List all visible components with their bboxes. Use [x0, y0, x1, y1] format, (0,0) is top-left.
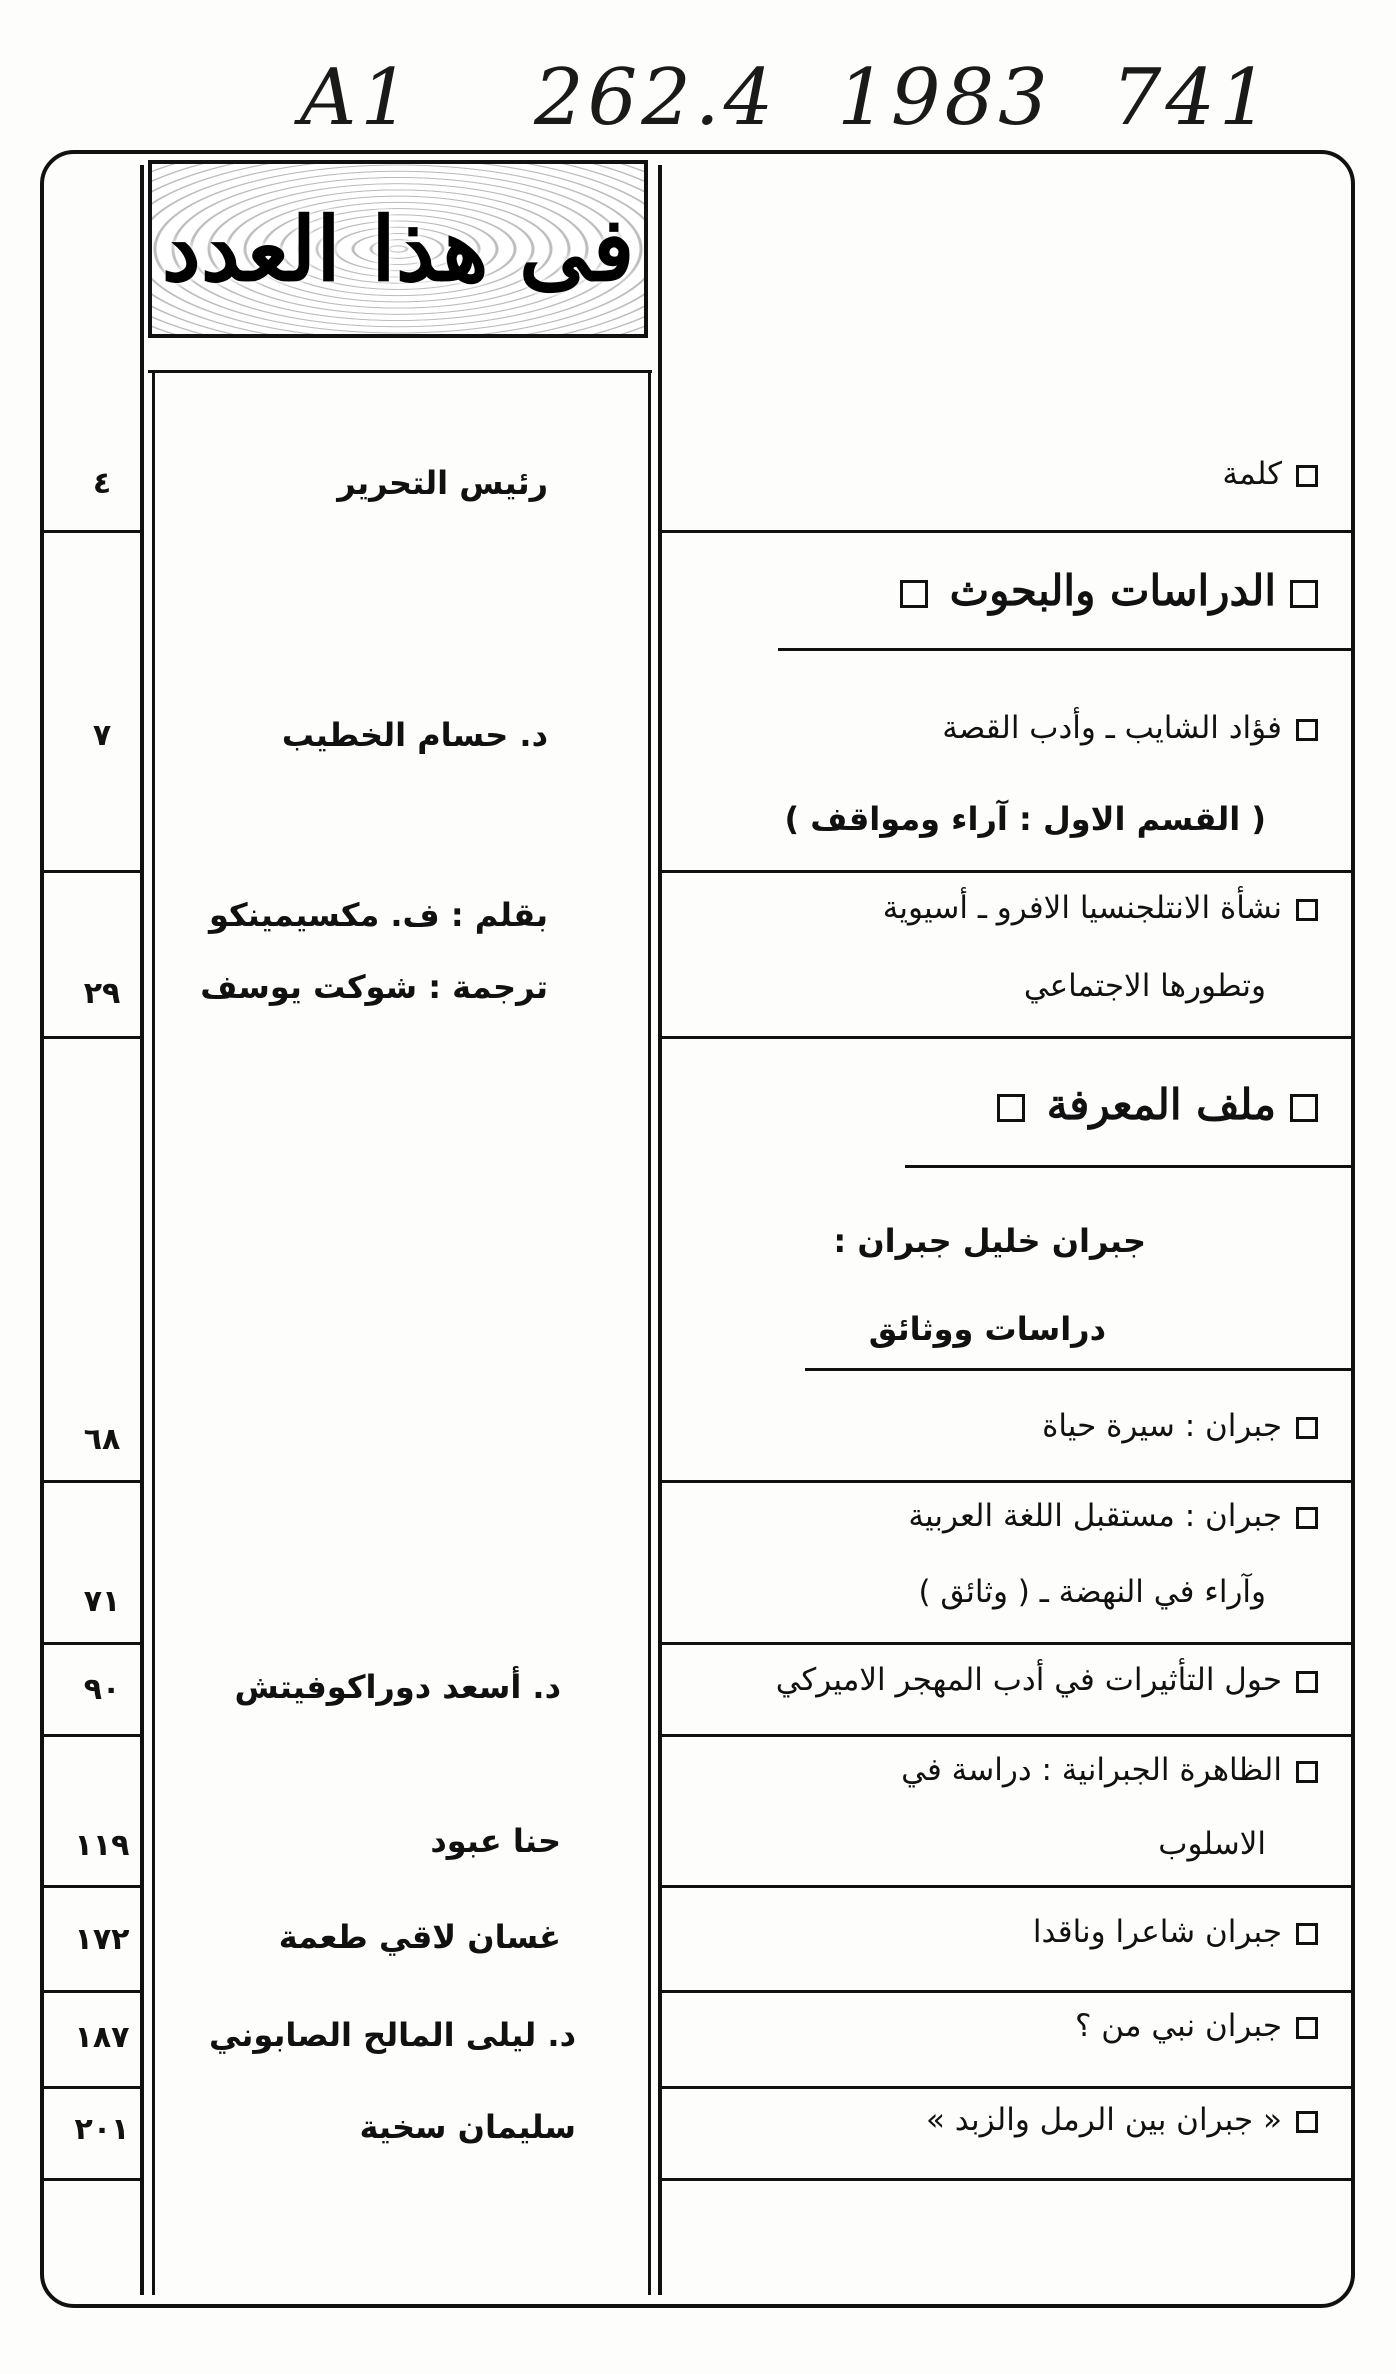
checkbox-icon: [1296, 2111, 1318, 2133]
column-rule-title: [658, 165, 662, 2295]
title-row-separator: [658, 870, 1353, 873]
toc-entry: [901, 1752, 1318, 1788]
page-number: ٢٩: [83, 976, 121, 1011]
entry-title: جبران : سيرة حياة: [1042, 1408, 1282, 1444]
page-number: ٩٠: [83, 1672, 121, 1707]
note-classification: 262.4: [533, 53, 778, 143]
toc-entry: [1042, 1408, 1318, 1444]
section-underline: [905, 1165, 1353, 1168]
column-rule-author-left: [152, 370, 155, 2295]
section-heading: [997, 1080, 1318, 1129]
entry-title: جبران نبي من ؟: [1074, 2008, 1282, 2044]
page-row-separator: [44, 1642, 142, 1645]
toc-entry: [883, 890, 1318, 926]
entry-title-line-2: وآراء في النهضة ـ ( وثائق ): [918, 1574, 1266, 1610]
author: د. حسام الخطيب: [281, 716, 548, 754]
section-title: ملف المعرفة: [1046, 1080, 1276, 1129]
checkbox-icon: [900, 580, 928, 608]
title-row-separator: [658, 2178, 1353, 2181]
page-row-separator: [44, 1885, 142, 1888]
author: حنا عبود: [430, 1822, 561, 1860]
handwritten-catalog-note: [300, 48, 1340, 148]
author-line-2: ترجمة : شوكت يوسف: [200, 968, 548, 1006]
toc-entry: [1075, 2008, 1318, 2044]
title-row-separator: [658, 1036, 1353, 1039]
page-row-separator: [44, 530, 142, 533]
section-underline: [778, 648, 1353, 651]
note-year: 1983: [837, 53, 1052, 143]
page-number: ٢٠١: [74, 2112, 130, 2147]
page-row-separator: [44, 1734, 142, 1737]
entry-title-line-1: نشأة الانتلجنسيا الافرو ـ أسيوية: [882, 890, 1282, 926]
checkbox-icon: [1296, 719, 1318, 741]
checkbox-icon: [1296, 1761, 1318, 1783]
page-row-separator: [44, 870, 142, 873]
author: د. ليلى المالح الصابوني: [208, 2016, 576, 2054]
page-number: ٦٨: [83, 1422, 121, 1457]
checkbox-icon: [997, 1094, 1025, 1122]
entry-title-line-1: جبران : مستقبل اللغة العربية: [908, 1498, 1282, 1534]
page-number: ١٨٧: [74, 2020, 130, 2055]
entry-title-line-1: الظاهرة الجبرانية : دراسة في: [901, 1752, 1282, 1788]
note-code: A1: [300, 53, 414, 143]
page-number: ١١٩: [74, 1828, 130, 1863]
entry-note: ( القسم الاول : آراء ومواقف ): [784, 800, 1266, 838]
author: سليمان سخية: [359, 2108, 576, 2146]
page-number: ٧: [92, 718, 112, 753]
note-number: 741: [1111, 53, 1273, 143]
checkbox-icon: [1290, 1094, 1318, 1122]
page-number: ١٧٢: [74, 1922, 130, 1957]
toc-entry: [908, 1498, 1318, 1534]
page-number: ٤: [92, 466, 112, 501]
masthead-banner: [148, 160, 648, 338]
toc-entry: [1222, 456, 1318, 492]
entry-title: جبران شاعرا وناقدا: [1032, 1914, 1282, 1950]
author: رئيس التحرير: [337, 464, 548, 502]
masthead-title: فى هذا العدد: [161, 197, 635, 301]
checkbox-icon: [1296, 1671, 1318, 1693]
checkbox-icon: [1296, 2017, 1318, 2039]
dossier-underline: [805, 1368, 1353, 1371]
checkbox-icon: [1296, 1923, 1318, 1945]
author: غسان لاقي طعمة: [278, 1918, 561, 1956]
dossier-title-line-2: دراسات ووثائق: [868, 1310, 1106, 1348]
toc-entry: [776, 1662, 1318, 1698]
title-row-separator: [658, 2086, 1353, 2089]
page-row-separator: [44, 2086, 142, 2089]
checkbox-icon: [1296, 465, 1318, 487]
section-heading: [900, 566, 1318, 615]
title-row-separator: [658, 1885, 1353, 1888]
column-rule-author-right: [648, 370, 651, 2295]
title-row-separator: [658, 1642, 1353, 1645]
title-row-separator: [658, 1480, 1353, 1483]
entry-title-line-2: الاسلوب: [1158, 1826, 1266, 1862]
toc-entry: [1033, 1914, 1318, 1950]
page-row-separator: [44, 1480, 142, 1483]
checkbox-icon: [1296, 899, 1318, 921]
page-row-separator: [44, 1036, 142, 1039]
author-line-1: بقلم : ف. مكسيمينكو: [208, 896, 548, 934]
page-number: ٧١: [83, 1584, 121, 1619]
toc-entry: [926, 2102, 1318, 2138]
entry-title: كلمة: [1222, 456, 1282, 492]
title-row-separator: [658, 1990, 1353, 1993]
entry-title: حول التأثيرات في أدب المهجر الاميركي: [775, 1662, 1282, 1698]
title-row-separator: [658, 1734, 1353, 1737]
toc-entry: [942, 710, 1318, 746]
author-box-top: [148, 370, 652, 373]
table-of-contents-frame: [40, 150, 1355, 2308]
checkbox-icon: [1290, 580, 1318, 608]
title-row-separator: [658, 530, 1353, 533]
page-row-separator: [44, 2178, 142, 2181]
entry-title: فؤاد الشايب ـ وأدب القصة: [942, 710, 1282, 746]
entry-title-line-2: وتطورها الاجتماعي: [1023, 968, 1266, 1004]
entry-title: « جبران بين الرمل والزبد »: [925, 2102, 1282, 2138]
author: د. أسعد دوراكوفيتش: [234, 1668, 561, 1706]
checkbox-icon: [1296, 1507, 1318, 1529]
section-title: الدراسات والبحوث: [949, 566, 1276, 615]
page-row-separator: [44, 1990, 142, 1993]
dossier-title-line-1: جبران خليل جبران :: [833, 1222, 1146, 1260]
checkbox-icon: [1296, 1417, 1318, 1439]
